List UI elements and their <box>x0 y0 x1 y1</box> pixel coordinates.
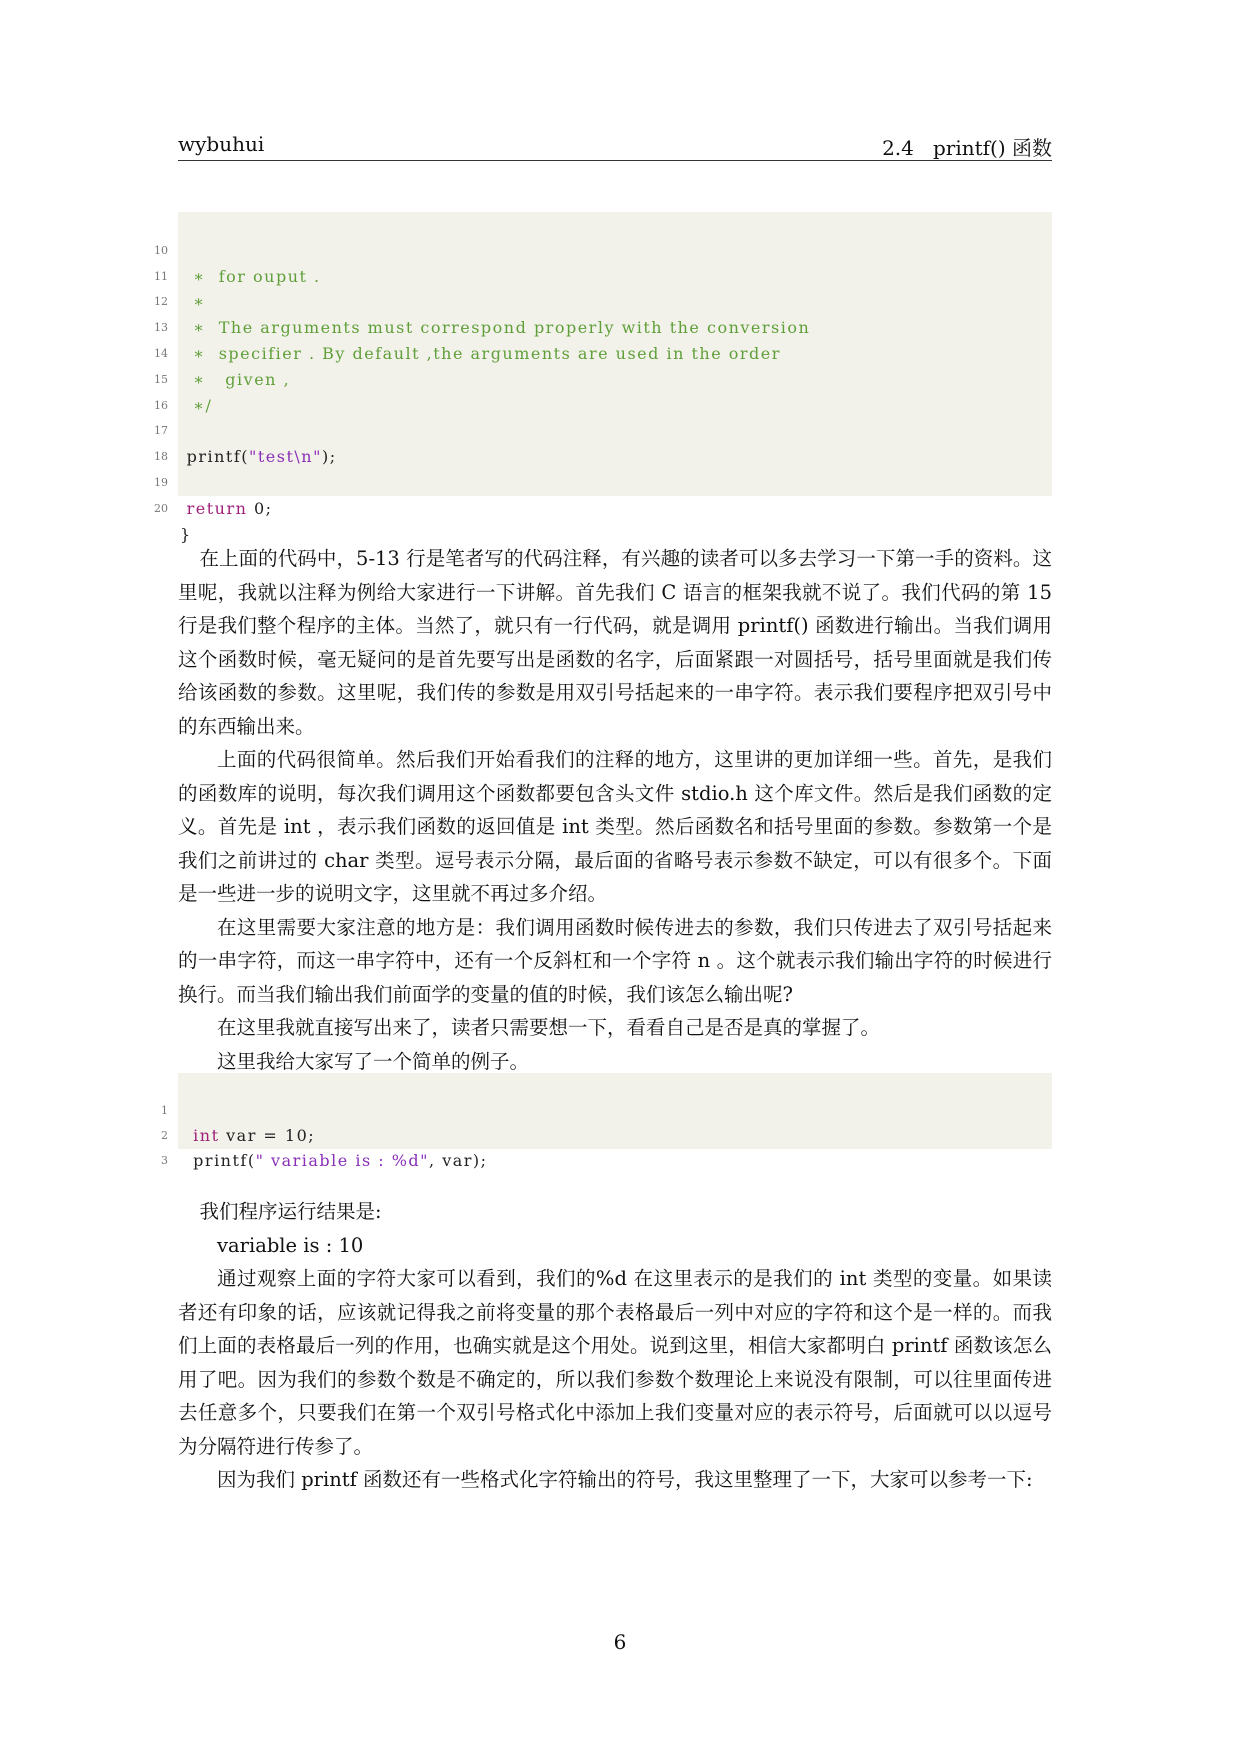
code-comment: ∗ specifier . By default ,the arguments are used in the order <box>180 343 781 363</box>
body-text-1 <box>178 542 1052 1078</box>
code-text: printf( <box>180 447 249 467</box>
code-text: printf( <box>180 1151 256 1170</box>
header-section: 2.4 printf() 函数 <box>882 136 1052 160</box>
code-comment: ∗ for ouput . <box>180 266 321 286</box>
paragraph: 上面的代码很简单。然后我们开始看我们的注释的地方，这里讲的更加详细一些。首先，是我们的函数库的说明，每次我们调用这个函数都要包含头文件 stdio.h 这个库文件。然后是我们函数的定义。首先是 int ，表示我们函数的返回值是 int 类型。然后函数名和括号里面的参数。参数第一个是我们之前讲过的 char 类型。逗号表示分隔，最后面的省略号表示参数不缺定，可以有很多个。下面是一些进一步的说明文字，这里就不再过多介绍。 <box>178 748 1052 905</box>
line-number: 12 <box>154 295 168 309</box>
program-output: variable is : 10 <box>217 1233 364 1257</box>
paragraph: 这里我给大家写了一个简单的例子。 <box>217 1049 530 1073</box>
paragraph: 在这里我就直接写出来了，读者只需要想一下，看看自己是否是真的掌握了。 <box>217 1016 881 1039</box>
code-block-2 <box>161 1073 1052 1170</box>
line-number: 11 <box>154 269 168 283</box>
code-keyword: return <box>180 498 248 518</box>
line-number: 13 <box>154 321 168 335</box>
line-number: 18 <box>154 450 168 464</box>
header-author: wybuhui <box>178 132 265 156</box>
code-line <box>161 1073 1052 1145</box>
code-string: " variable is : %d" <box>255 1151 430 1170</box>
line-number: 2 <box>161 1129 168 1142</box>
paragraph: 因为我们 printf 函数还有一些格式化字符输出的符号，我这里整理了一下，大家可以参考一下: <box>217 1468 1033 1491</box>
code-string: "test\n" <box>249 447 322 467</box>
code-keyword: int <box>180 1126 220 1145</box>
code-text: var = 10; <box>219 1126 316 1145</box>
code-comment: ∗ <box>180 292 206 312</box>
page-header <box>178 130 1052 161</box>
code-text: ); <box>321 447 337 467</box>
code-text: } <box>180 524 192 544</box>
line-number: 3 <box>161 1154 168 1167</box>
line-number: 16 <box>154 398 168 412</box>
code-comment: ∗ The arguments must correspond properly with the conversion <box>180 318 811 338</box>
code-comment: ∗/ <box>180 395 213 415</box>
line-number: 20 <box>154 501 168 515</box>
code-text: , var); <box>429 1151 488 1170</box>
line-number: 14 <box>154 346 168 360</box>
paragraph: 在这里需要大家注意的地方是：我们调用函数时候传进去的参数，我们只传进去了双引号括起来的一串字符，而这一串字符中，还有一个反斜杠和一个字符 n 。这个就表示我们输出字符的时候进行换行。而当我们输出我们前面学的变量的值的时候，我们该怎么输出呢? <box>178 915 1052 1006</box>
line-number: 19 <box>154 475 168 489</box>
code-text: 0; <box>247 498 273 518</box>
line-number: 1 <box>161 1104 168 1117</box>
code-block-1 <box>154 212 1052 544</box>
paragraph: 通过观察上面的字符大家可以看到，我们的%d 在这里表示的是我们的 int 类型的变量。如果读者还有印象的话，应该就记得我之前将变量的那个表格最后一列中对应的字符和这个是一样的。而我们上面的表格最后一列的作用，也确实就是这个用处。说到这里，相信大家都明白 printf 函数该怎么用了吧。因为我们的参数个数是不确定的，所以我们参数个数理论上来说没有限制，可以往里面传进去任意多个，只要我们在第一个双引号格式化中添加上我们变量对应的表示符号，后面就可以以逗号为分隔符进行传参了。 <box>178 1267 1052 1458</box>
body-text-2 <box>178 1195 1052 1497</box>
paragraph: 我们程序运行结果是: <box>199 1200 382 1223</box>
paragraph: 在上面的代码中，5-13 行是笔者写的代码注释，有兴趣的读者可以多去学习一下第一手的资料。这里呢，我就以注释为例给大家进行一下讲解。首先我们 C 语言的框架我就不说了。我们代码的第 15 行是我们整个程序的主体。当然了，就只有一行代码，就是调用 printf() 函数进行输出。当我们调用这个函数时候，毫无疑问的是首先要写出是函数的名字，后面紧跟一对圆括号，括号里面就是我们传给该函数的参数。这里呢，我们传的参数是用双引号括起来的一串字符。表示我们要程序把双引号中的东西输出来。 <box>178 547 1052 738</box>
line-number: 10 <box>154 243 168 257</box>
line-number: 17 <box>154 424 168 438</box>
line-number: 15 <box>154 372 168 386</box>
code-comment: ∗ given , <box>180 369 291 389</box>
page-number: 6 <box>613 1630 627 1654</box>
